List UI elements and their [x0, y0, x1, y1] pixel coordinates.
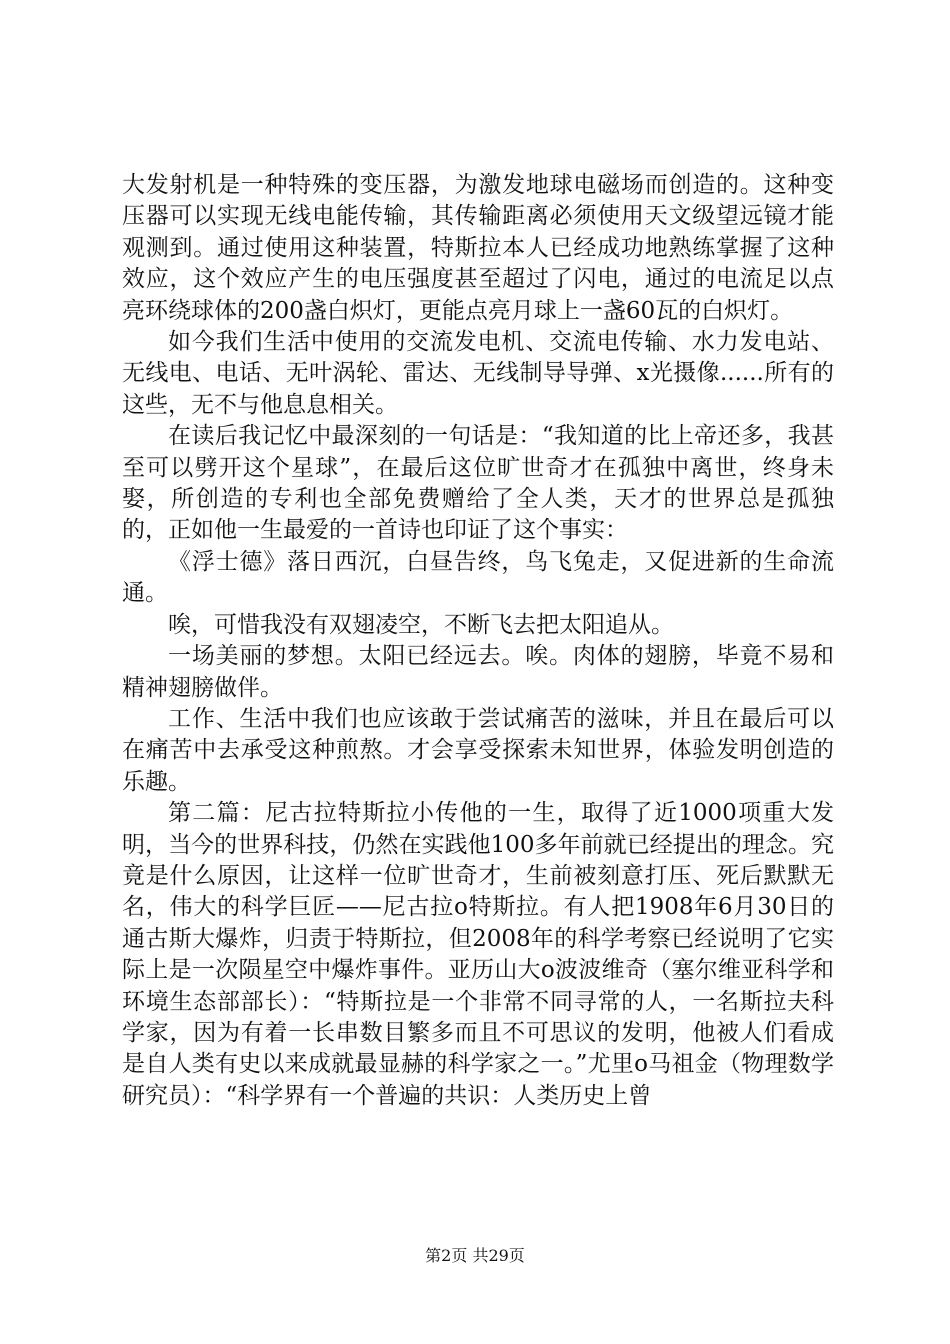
paragraph-6: 一场美丽的梦想。太阳已经远去。唉。肉体的翅膀，毕竟不易和精神翅膀做伴。	[122, 643, 834, 701]
body-text	[122, 170, 834, 1112]
paragraph-2: 如今我们生活中使用的交流发电机、交流电传输、水力发电站、无线电、电话、无叶涡轮、雷达、无线制导导弹、x光摄像......所有的这些，无不与他息息相关。	[122, 329, 834, 418]
paragraph-7: 工作、生活中我们也应该敢于尝试痛苦的滋味，并且在最后可以在痛苦中去承受这种煎熬。才会享受探索未知世界，体验发明创造的乐趣。	[122, 705, 834, 795]
paragraph-1: 大发射机是一种特殊的变压器，为激发地球电磁场而创造的。这种变压器可以实现无线电能传输，其传输距离必须使用天文级望远镜才能观测到。通过使用这种装置，特斯拉本人已经成功地熟练掌握了这种效应，这个效应产生的电压强度甚至超过了闪电，通过的电流足以点亮环绕球体的200盏白炽灯，更能点亮月球上一盏60瓦的白炽灯。	[122, 172, 834, 324]
paragraph-8: 第二篇：尼古拉特斯拉小传他的一生，取得了近1000项重大发明，当今的世界科技，仍然在实践他100多年前就已经提出的理念。究竟是什么原因，让这样一位旷世奇才，生前被刻意打压、死后默默无名，伟大的科学巨匠——尼古拉o特斯拉。有人把1908年6月30日的通古斯大爆炸，归责于特斯拉，但2008年的科学考察已经说明了它实际上是一次陨星空中爆炸事件。亚历山大o波波维奇（塞尔维亚科学和环境生态部部长）：“特斯拉是一个非常不同寻常的人，一名斯拉夫科学家，因为有着一长串数目繁多而且不可思议的发明，他被人们看成是自人类有史以来成就最显赫的科学家之一。”尤里o马祖金（物理数学研究员）：“科学界有一个普遍的共识：人类历史上曾	[122, 800, 834, 1109]
paragraph-5: 唉，可惜我没有双翅凌空，不断飞去把太阳追从。	[168, 611, 674, 638]
page-footer: 第2页 共29页	[425, 1246, 525, 1265]
paragraph-3: 在读后我记忆中最深刻的一句话是：“我知道的比上帝还多，我甚至可以劈开这个星球”，在最后这位旷世奇才在孤独中离世，终身未娶，所创造的专利也全部免费赠给了全人类，天才的世界总是孤独的，正如他一生最爱的一首诗也印证了这个事实：	[122, 423, 834, 544]
paragraph-4: 《浮士德》落日西沉，白昼告终，鸟飞兔走，又促进新的生命流通。	[122, 548, 834, 607]
